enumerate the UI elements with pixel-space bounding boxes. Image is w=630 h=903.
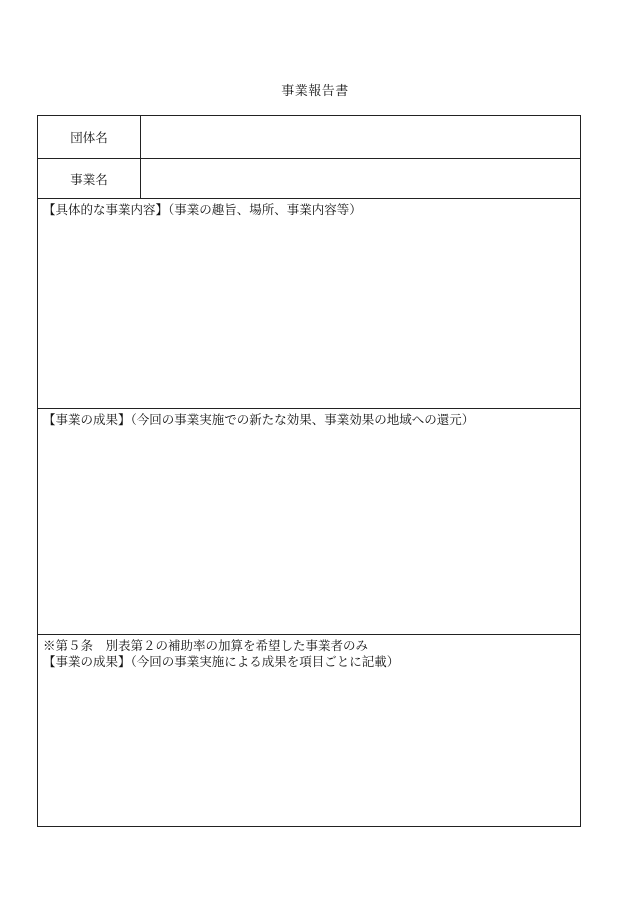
report-form xyxy=(37,115,581,827)
project-label: 事業名 xyxy=(38,159,141,198)
organization-label: 団体名 xyxy=(38,116,141,158)
organization-row xyxy=(38,116,580,159)
project-row xyxy=(38,159,580,199)
project-field[interactable] xyxy=(141,159,580,198)
organization-field[interactable] xyxy=(141,116,580,158)
results-heading: 【事業の成果】（今回の事業実施での新たな効果、事業効果の地域への還元） xyxy=(43,412,475,427)
results-section[interactable] xyxy=(38,409,580,635)
document-title: 事業報告書 xyxy=(281,84,349,99)
subsidy-results-section[interactable] xyxy=(38,635,580,826)
subsidy-results-heading: 【事業の成果】（今回の事業実施による成果を項目ごとに記載） xyxy=(43,654,400,669)
details-heading: 【具体的な事業内容】（事業の趣旨、場所、事業内容等） xyxy=(43,202,362,217)
subsidy-note: ※第５条 別表第２の補助率の加算を希望した事業者のみ xyxy=(43,638,369,653)
details-section[interactable] xyxy=(38,199,580,409)
